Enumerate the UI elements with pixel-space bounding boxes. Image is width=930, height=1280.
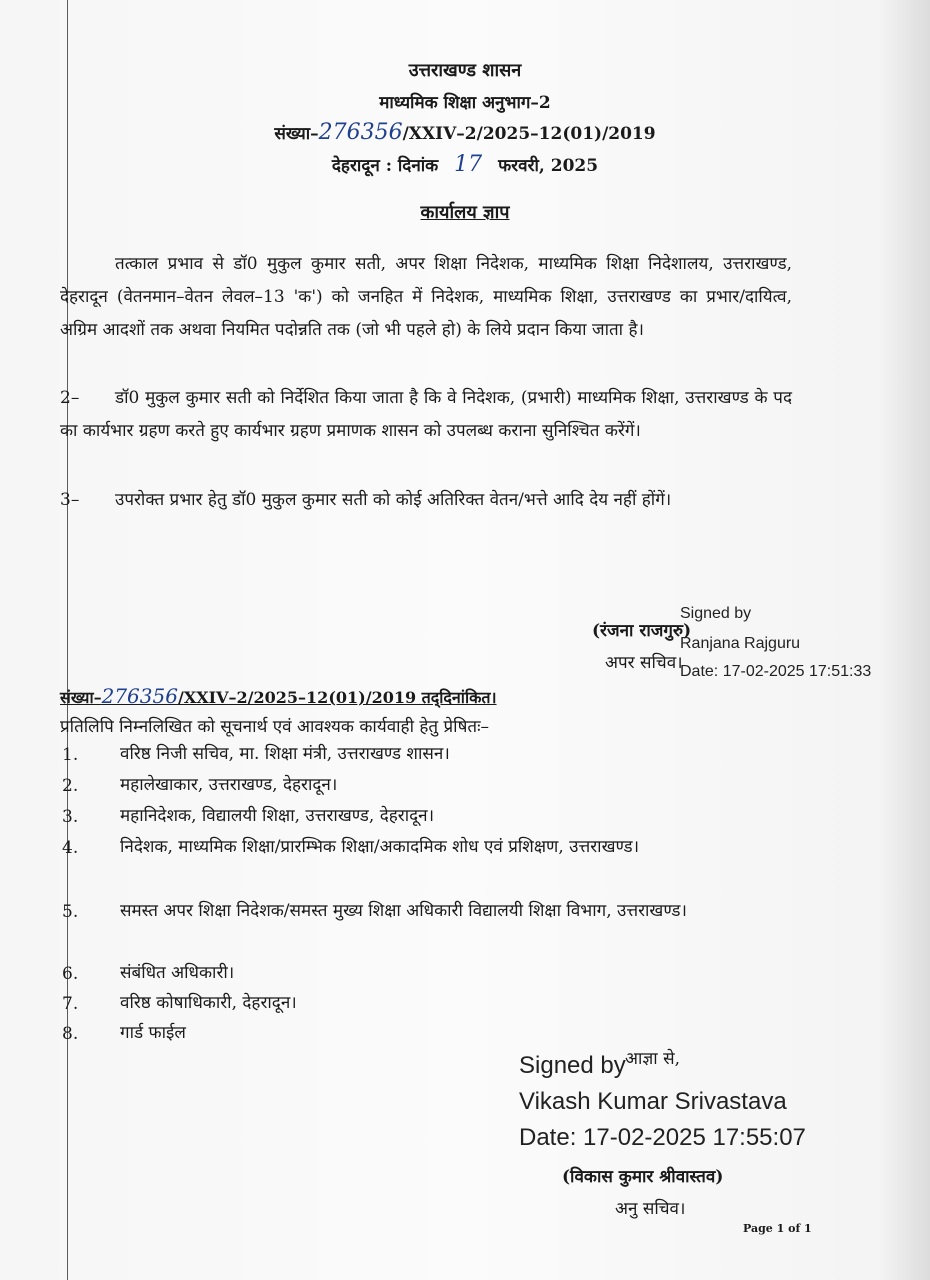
list-item-number: 5. (62, 902, 79, 922)
signatory-2-name: (विकास कुमार श्रीवास्तव) (562, 1167, 724, 1187)
list-item-number: 8. (62, 1024, 79, 1044)
paragraph-2-number: 2– (60, 388, 80, 408)
date-handwritten-day: 17 (454, 152, 483, 177)
paragraph-3: उपरोक्त प्रभार हेतु डॉ0 मुकुल कुमार सती को कोई अतिरिक्त वेतन/भत्ते आदि देय नहीं होंगें। (115, 490, 672, 510)
digital-signer-2: Vikash Kumar Srivastava (519, 1088, 787, 1115)
list-item: संबंधित अधिकारी। (120, 963, 235, 983)
list-item: समस्त अपर शिक्षा निदेशक/समस्त मुख्य शिक्षा अधिकारी विद्यालयी शिक्षा विभाग, उत्तराखण्ड। (120, 901, 687, 921)
list-item-number: 2. (62, 776, 79, 796)
margin-line (67, 0, 68, 1280)
list-item: वरिष्ठ कोषाधिकारी, देहरादून। (120, 993, 297, 1013)
signatory-2-designation: अनु सचिव। (615, 1199, 686, 1219)
ref-prefix: संख्या– (274, 124, 319, 144)
digital-sign-date-2: Date: 17-02-2025 17:55:07 (519, 1124, 806, 1151)
ref-handwritten-number: 276356 (318, 120, 403, 145)
list-item-number: 7. (62, 994, 79, 1014)
date-prefix: देहरादून : दिनांक (331, 156, 439, 176)
department-name: माध्यमिक शिक्षा अनुभाग–2 (379, 93, 551, 113)
page-edge-shadow (880, 0, 930, 1280)
ref-suffix: /XXIV–2/2025–12(01)/2019 (402, 124, 656, 144)
doc-title (0, 200, 930, 224)
signatory-1-name: (रंजना राजगुरु) (592, 621, 692, 641)
list-item-number: 4. (62, 838, 79, 858)
digital-signer-1: Ranjana Rajguru (680, 635, 801, 652)
reference-number (0, 120, 930, 145)
digital-sign-date-1: Date: 17-02-2025 17:51:33 (680, 663, 872, 680)
paragraph-1: तत्काल प्रभाव से डॉ0 मुकुल कुमार सती, अपर शिक्षा निदेशक, माध्यमिक शिक्षा निदेशालय, उत्तराखण्ड, देहरादून (वेतनमान–वेतन लेवल–13 'क') को जनहित में निदेशक, माध्यमिक शिक्षा, उत्तराखण्ड का प्रभार/दायित्व, अग्रिम आदशों तक अथवा नियमित पदोन्नति तक (जो भी पहले हो) के लिये प्रदान किया जाता है। (60, 254, 792, 340)
digital-signed-by-1: Signed by (680, 605, 752, 622)
list-item: महालेखाकार, उत्तराखण्ड, देहरादून। (120, 775, 338, 795)
copy-ref-handwritten-number: 276356 (101, 684, 178, 708)
list-item-number: 3. (62, 807, 79, 827)
govt-name: उत्तराखण्ड शासन (408, 60, 522, 81)
list-item: गार्ड फाईल (120, 1023, 186, 1043)
digital-signed-by-2: Signed by (519, 1052, 626, 1079)
copy-reference-number (60, 684, 497, 708)
date-suffix: फरवरी, 2025 (498, 156, 599, 176)
list-item: वरिष्ठ निजी सचिव, मा. शिक्षा मंत्री, उत्तराखण्ड शासन। (120, 744, 450, 764)
by-order-text: आज्ञा से, (625, 1049, 680, 1069)
paragraph-2: डॉ0 मुकुल कुमार सती को निर्देशित किया जाता है कि वे निदेशक, (प्रभारी) माध्यमिक शिक्षा, उत्तराखण्ड के पद का कार्यभार ग्रहण करते हुए कार्यभार ग्रहण प्रमाणक शासन को उपलब्ध कराना सुनिश्चित करेंगें। (60, 388, 792, 441)
copy-ref-prefix: संख्या– (60, 688, 102, 707)
copy-intro: प्रतिलिपि निम्नलिखित को सूचनार्थ एवं आवश्यक कार्यवाही हेतु प्रेषितः– (60, 717, 490, 737)
paragraph-3-number: 3– (60, 490, 80, 510)
doc-title-text: कार्यालय ज्ञाप (420, 202, 510, 223)
list-item-number: 1. (62, 745, 79, 765)
page-number: Page 1 of 1 (743, 1222, 812, 1235)
list-item: निदेशक, माध्यमिक शिक्षा/प्रारम्भिक शिक्षा/अकादमिक शोध एवं प्रशिक्षण, उत्तराखण्ड। (120, 837, 640, 857)
list-item: महानिदेशक, विद्यालयी शिक्षा, उत्तराखण्ड, देहरादून। (120, 806, 435, 826)
list-item-number: 6. (62, 964, 79, 984)
signatory-1-designation: अपर सचिव। (605, 653, 683, 673)
copy-ref-suffix: /XXIV–2/2025–12(01)/2019 तद्‌दिनांकित। (177, 688, 497, 707)
issue-date (0, 152, 930, 177)
